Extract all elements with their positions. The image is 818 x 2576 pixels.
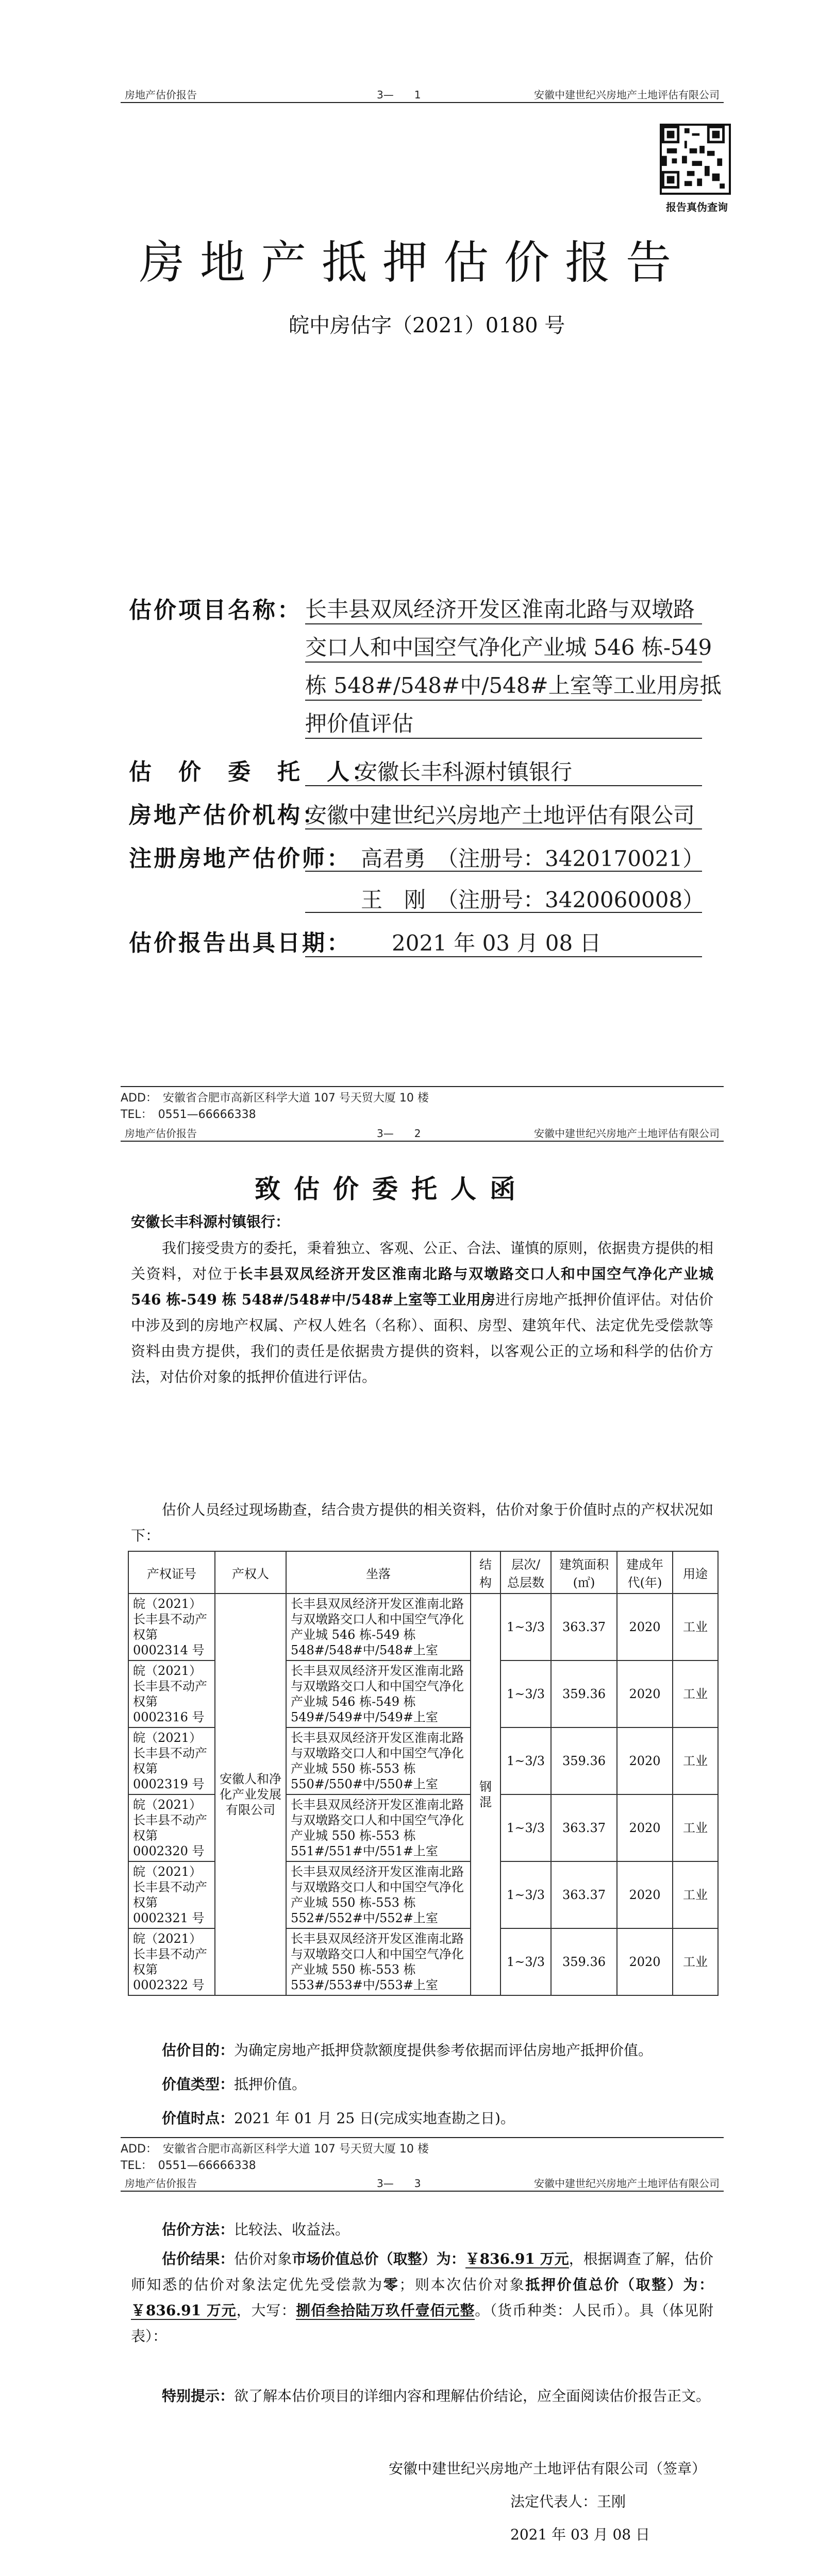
value-type-text: 抵押价值。 [234,2076,307,2093]
cell-use: 工业 [673,1928,718,1995]
cell-area: 363.37 [551,1794,617,1861]
col-area: 建筑面积(㎡) [551,1551,617,1594]
underline [305,662,702,663]
cell-use: 工业 [673,1861,718,1928]
appraiser-1: 高君勇 （注册号：3420170021） [361,846,705,871]
p1-part-c: 进行房地产抵押价值评估。对估价中涉及到的房地产权属、产权人姓名（名称）、面积、房型、建筑年代、法定优先受偿款等资料由贵方提供，我们的责任是依据贵方提供的资料，以客观公正的立场和科学的估价方法，对估价对象的抵押价值进行评估。 [131,1291,713,1385]
col-cert: 产权证号 [128,1551,215,1594]
value-time-label: 价值时点： [162,2110,235,2127]
cell-location: 长丰县双凤经济开发区淮南北路与双墩路交口人和中国空气净化产业城 550 栋-553 栋 553#/553#中/553#上室 [286,1928,471,1995]
agency-name: 安徽中建世纪兴房地产土地评估有限公司 [305,803,695,828]
property-table [128,1551,719,1996]
cell-area: 359.36 [551,1727,617,1794]
report-date-label: 估价报告出具日期： [129,930,352,956]
project-name-line-4: 押价值评估 [305,711,414,736]
cell-location: 长丰县双凤经济开发区淮南北路与双墩路交口人和中国空气净化产业城 550 栋-553 栋 551#/551#中/551#上室 [286,1794,471,1861]
cell-structure: 钢混 [471,1594,500,1995]
value-type-label: 价值类型： [162,2076,235,2093]
header-right: 安徽中建世纪兴房地产土地评估有限公司 [534,1127,720,1140]
cell-use: 工业 [673,1794,718,1861]
cell-year: 2020 [617,1861,673,1928]
result-capital-amount: 捌佰叁拾陆万玖仟壹佰元整 [296,2302,475,2319]
cell-floors: 1~3/3 [500,1861,551,1928]
cell-owner: 安徽人和净化产业发展有限公司 [215,1594,286,1995]
cell-cert: 皖（2021）长丰县不动产权第 0002319 号 [128,1727,215,1794]
result-text: 。（货币种类：人民币）。具（体见附表）： [131,2302,713,2345]
header-page-number: 3— 2 [377,1127,421,1140]
result-text: ；则本次估价对象 [399,2276,526,2293]
p1-property-location: 长丰县双凤经济开发区淮南北路与双墩路交口人和中国空气净化产业城 546 栋-549 栋 548#/548#中/548#上室等工业用房 [131,1265,713,1308]
letter-salutation: 安徽长丰科源村镇银行： [131,1213,290,1230]
cell-cert: 皖（2021）长丰县不动产权第 0002314 号 [128,1594,215,1660]
agency-label: 房地产估价机构： [129,802,327,828]
project-name-line-1: 长丰县双凤经济开发区淮南北路与双墩路 [305,597,695,622]
result-text: ，大写： [236,2302,296,2319]
qr-code [660,124,731,195]
underline [305,912,702,913]
result-market-value: ￥836.91 万元 [465,2250,569,2267]
footer-tel: TEL： 0551—66666338 [121,1108,256,1121]
header-right: 安徽中建世纪兴房地产土地评估有限公司 [534,2177,720,2190]
col-floors: 层次/总层数 [500,1551,551,1594]
result-label: 估价结果： [162,2250,235,2267]
header-left: 房地产估价报告 [125,1127,197,1140]
client-name: 安徽长丰科源村镇银行 [356,759,573,785]
underline [305,623,702,624]
cell-year: 2020 [617,1594,673,1660]
footer-address: ADD： 安徽省合肥市高新区科学大道 107 号天贸大厦 10 楼 [121,2143,429,2156]
result-priority-value: 零 [383,2276,399,2293]
appraiser-label: 注册房地产估价师： [129,845,352,872]
result-mortgage-value: ￥836.91 万元 [131,2302,237,2319]
table-header-row [128,1551,718,1594]
value-time-text: 2021 年 01 月 25 日(完成实地查勘之日)。 [234,2110,515,2127]
method-text: 比较法、收益法。 [234,2221,350,2238]
underline [305,956,702,957]
letter-paragraph-2: 估价人员经过现场勘查，结合贵方提供的相关资料，估价对象于价值时点的产权状况如下： [131,1501,713,1544]
footer-tel: TEL： 0551—66666338 [121,2159,256,2172]
cell-year: 2020 [617,1794,673,1861]
result-market-label: 市场价值总价（取整）为： [292,2250,465,2267]
underline [305,828,702,829]
result-paragraph [131,2246,713,2349]
cell-location: 长丰县双凤经济开发区淮南北路与双墩路交口人和中国空气净化产业城 550 栋-553 栋 552#/552#中/552#上室 [286,1861,471,1928]
underline [305,871,702,872]
report-date: 2021 年 03 月 08 日 [392,930,602,956]
cell-area: 359.36 [551,1660,617,1727]
page-footer [121,2137,724,2174]
underline [305,785,702,786]
table-row [128,1594,718,1660]
report-title: 房地产抵押估价报告 [139,236,687,289]
value-type-row [162,2073,306,2094]
cell-cert: 皖（2021）长丰县不动产权第 0002316 号 [128,1660,215,1727]
notice-paragraph [131,2383,713,2409]
sign-company: 安徽中建世纪兴房地产土地评估有限公司（签章） [389,2460,707,2477]
page-header [121,1121,724,1142]
header-left: 房地产估价报告 [125,2177,197,2190]
result-mortgage-label: 抵押价值总价（取整）为： [525,2276,713,2293]
project-name-line-2: 交口人和中国空气净化产业城 546 栋-549 [305,635,712,660]
col-year: 建成年代(年) [617,1551,673,1594]
project-name-label: 估价项目名称： [129,597,302,623]
cell-year: 2020 [617,1928,673,1995]
cell-use: 工业 [673,1594,718,1660]
method-row [162,2218,349,2239]
cell-year: 2020 [617,1727,673,1794]
cell-floors: 1~3/3 [500,1928,551,1995]
cell-cert: 皖（2021）长丰县不动产权第 0002320 号 [128,1794,215,1861]
header-right: 安徽中建世纪兴房地产土地评估有限公司 [534,89,720,101]
cell-location: 长丰县双凤经济开发区淮南北路与双墩路交口人和中国空气净化产业城 546 栋-549 栋 548#/548#中/548#上室 [286,1594,471,1660]
sign-representative: 法定代表人：王刚 [510,2493,626,2510]
col-owner: 产权人 [215,1551,286,1594]
page-header [121,2171,724,2192]
qr-code-icon [662,126,725,189]
value-time-row [162,2107,515,2128]
cell-area: 359.36 [551,1928,617,1995]
purpose-row [162,2039,653,2060]
underline [305,738,702,739]
cell-location: 长丰县双凤经济开发区淮南北路与双墩路交口人和中国空气净化产业城 550 栋-553 栋 550#/550#中/550#上室 [286,1727,471,1794]
notice-text: 欲了解本估价项目的详细内容和理解估价结论，应全面阅读估价报告正文。 [234,2387,711,2404]
cell-floors: 1~3/3 [500,1660,551,1727]
notice-label: 特别提示： [162,2387,235,2404]
p1-part-a: 我们接受贵方的委托，秉着独立、客观、公正、合法、谨慎的原则，依据贵方提供的相关资料，对位于 [131,1240,713,1282]
purpose-text: 为确定房地产抵押贷款额度提供参考依据而评估房地产抵押价值。 [234,2042,653,2059]
cell-area: 363.37 [551,1594,617,1660]
underline [305,700,702,701]
client-label: 估 价 委 托 人： [129,759,376,785]
result-text: ，根据调查了解，估价师知悉的估价对象法定优先受偿款为 [131,2250,713,2293]
page-footer [121,1086,724,1123]
letter-paragraph-1 [131,1235,713,1390]
cell-floors: 1~3/3 [500,1794,551,1861]
footer-address: ADD： 安徽省合肥市高新区科学大道 107 号天贸大厦 10 楼 [121,1092,429,1105]
cell-location: 长丰县双凤经济开发区淮南北路与双墩路交口人和中国空气净化产业城 546 栋-549 栋 549#/549#中/549#上室 [286,1660,471,1727]
report-number: 皖中房估字（2021）0180 号 [289,314,565,337]
cell-cert: 皖（2021）长丰县不动产权第 0002322 号 [128,1928,215,1995]
cell-cert: 皖（2021）长丰县不动产权第 0002321 号 [128,1861,215,1928]
sign-date: 2021 年 03 月 08 日 [510,2526,650,2543]
col-use: 用途 [673,1551,718,1594]
col-location: 坐落 [286,1551,471,1594]
appraiser-2: 王 刚 （注册号：3420060008） [361,887,705,912]
qr-caption: 报告真伪查询 [666,201,728,213]
cell-floors: 1~3/3 [500,1727,551,1794]
cell-use: 工业 [673,1660,718,1727]
page-header [121,82,724,103]
result-text: 估价对象 [234,2250,292,2267]
header-page-number: 3— 1 [377,89,421,101]
cell-floors: 1~3/3 [500,1594,551,1660]
header-left: 房地产估价报告 [125,89,197,101]
method-label: 估价方法： [162,2221,235,2238]
project-name-line-3: 栋 548#/548#中/548#上室等工业用房抵 [305,673,722,698]
col-structure: 结构 [471,1551,500,1594]
header-page-number: 3— 3 [377,2177,421,2190]
cell-area: 363.37 [551,1861,617,1928]
cell-use: 工业 [673,1727,718,1794]
purpose-label: 估价目的： [162,2042,235,2059]
cell-year: 2020 [617,1660,673,1727]
letter-title: 致估价委托人函 [255,1174,529,1204]
